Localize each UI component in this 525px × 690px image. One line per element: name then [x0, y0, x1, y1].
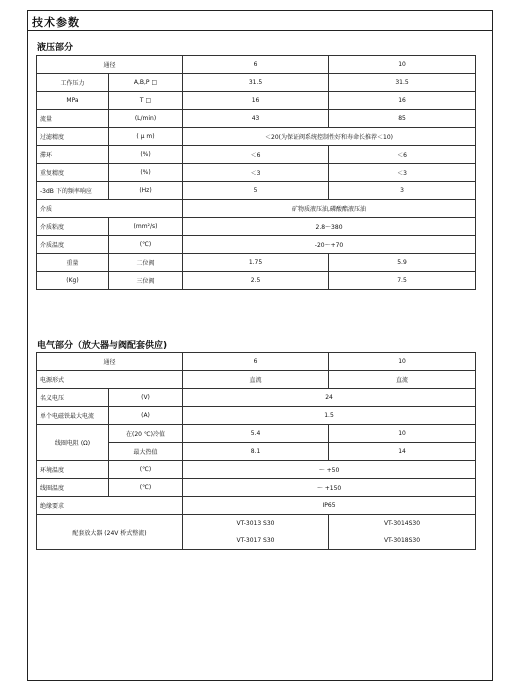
hysteresis-10: ＜6: [329, 146, 476, 164]
pressure-unit: MPa: [37, 92, 109, 110]
table-row: [37, 182, 476, 200]
freq-10: 3: [329, 182, 476, 200]
hysteresis-label: 滞环: [37, 146, 109, 164]
weight-label: 重量: [37, 254, 109, 272]
flow-6: 43: [183, 110, 329, 128]
table-row: [37, 110, 476, 128]
power-6: 直流: [183, 371, 329, 389]
weight-unit: (Kg): [37, 272, 109, 290]
table-row: [37, 236, 476, 254]
weight-pos3-10: 7.5: [329, 272, 476, 290]
weight-pos2-10: 5.9: [329, 254, 476, 272]
resistance-hot: 最大热值: [109, 443, 183, 461]
pressure-t-10: 16: [329, 92, 476, 110]
table-row: [37, 164, 476, 182]
current-label: 单个电磁铁最大电流: [37, 407, 109, 425]
table-row: [37, 389, 476, 407]
pressure-t: T □: [109, 92, 183, 110]
table-row: [37, 74, 476, 92]
hydraulic-table: [36, 55, 476, 290]
table-row: [37, 254, 476, 272]
resistance-hot-10: 14: [329, 443, 476, 461]
voltage-unit: (V): [109, 389, 183, 407]
coil-temp-unit: (℃): [109, 479, 183, 497]
insulation-value: IP65: [183, 497, 476, 515]
pressure-abp-6: 31.5: [183, 74, 329, 92]
table-row: [37, 92, 476, 110]
ambient-value: ～ +50: [183, 461, 476, 479]
pressure-t-6: 16: [183, 92, 329, 110]
filtration-unit: ( μ m): [109, 128, 183, 146]
viscosity-unit: (mm²/s): [109, 218, 183, 236]
header-size-6: 6: [183, 56, 329, 74]
table-row: [37, 56, 476, 74]
title-divider: [28, 30, 492, 31]
resistance-hot-6: 8.1: [183, 443, 329, 461]
amplifier-10b: VT-3018S30: [329, 532, 476, 550]
medium-label: 介质: [37, 200, 183, 218]
temperature-unit: (℃): [109, 236, 183, 254]
header-label: 通径: [37, 353, 183, 371]
page-title: 技术参数: [32, 16, 80, 29]
hydraulic-section-title: 液压部分: [37, 43, 74, 53]
weight-pos2: 二位阀: [109, 254, 183, 272]
freq-unit: (Hz): [109, 182, 183, 200]
table-row: [37, 407, 476, 425]
viscosity-value: 2.8～380: [183, 218, 476, 236]
pressure-label: 工作压力: [37, 74, 109, 92]
header-size-10: 10: [329, 56, 476, 74]
table-row: [37, 461, 476, 479]
weight-pos3-6: 2.5: [183, 272, 329, 290]
hysteresis-6: ＜6: [183, 146, 329, 164]
repeat-6: ＜3: [183, 164, 329, 182]
hysteresis-unit: (%): [109, 146, 183, 164]
table-row: [37, 200, 476, 218]
table-row: [37, 353, 476, 371]
table-row: [37, 272, 476, 290]
table-row: [37, 128, 476, 146]
resistance-cold: 在(20 ℃)冷值: [109, 425, 183, 443]
table-row: [37, 371, 476, 389]
medium-value: 矿物质液压油,磷酸酯液压油: [183, 200, 476, 218]
amplifier-label: 配套放大器 (24V 桥式整流): [37, 515, 183, 550]
voltage-value: 24: [183, 389, 476, 407]
current-unit: (A): [109, 407, 183, 425]
table-row: [37, 497, 476, 515]
resistance-cold-6: 5.4: [183, 425, 329, 443]
electrical-table: [36, 352, 476, 550]
header-size-6: 6: [183, 353, 329, 371]
ambient-unit: (℃): [109, 461, 183, 479]
coil-temp-label: 线圈温度: [37, 479, 109, 497]
table-row: [37, 146, 476, 164]
power-label: 电源形式: [37, 371, 183, 389]
freq-label: -3dB 下的频率响应: [37, 182, 109, 200]
ambient-label: 环境温度: [37, 461, 109, 479]
table-row: [37, 218, 476, 236]
viscosity-label: 介质粘度: [37, 218, 109, 236]
table-row: [37, 425, 476, 443]
voltage-label: 名义电压: [37, 389, 109, 407]
flow-unit: (L/min): [109, 110, 183, 128]
resistance-label: 线圈电阻 (Ω): [37, 425, 109, 461]
flow-10: 85: [329, 110, 476, 128]
table-row: [37, 479, 476, 497]
current-value: 1.5: [183, 407, 476, 425]
repeat-10: ＜3: [329, 164, 476, 182]
table-row: [37, 515, 476, 533]
insulation-label: 绝缘要求: [37, 497, 183, 515]
temperature-label: 介质温度: [37, 236, 109, 254]
resistance-cold-10: 10: [329, 425, 476, 443]
filtration-value: ＜20(为保证阀系统控制性好和寿命长推荐＜10): [183, 128, 476, 146]
filtration-label: 过滤精度: [37, 128, 109, 146]
header-size-10: 10: [329, 353, 476, 371]
amplifier-6b: VT-3017 S30: [183, 532, 329, 550]
flow-label: 流量: [37, 110, 109, 128]
amplifier-10a: VT-3014S30: [329, 515, 476, 533]
pressure-abp-10: 31.5: [329, 74, 476, 92]
repeat-unit: (%): [109, 164, 183, 182]
electrical-section-title: 电气部分（放大器与阀配套供应): [37, 341, 168, 351]
freq-6: 5: [183, 182, 329, 200]
amplifier-6a: VT-3013 S30: [183, 515, 329, 533]
weight-pos3: 三位阀: [109, 272, 183, 290]
temperature-value: -20～+70: [183, 236, 476, 254]
pressure-abp: A,B,P □: [109, 74, 183, 92]
header-label: 通径: [37, 56, 183, 74]
weight-pos2-6: 1.75: [183, 254, 329, 272]
coil-temp-value: ～ +150: [183, 479, 476, 497]
power-10: 直流: [329, 371, 476, 389]
repeat-label: 重复精度: [37, 164, 109, 182]
